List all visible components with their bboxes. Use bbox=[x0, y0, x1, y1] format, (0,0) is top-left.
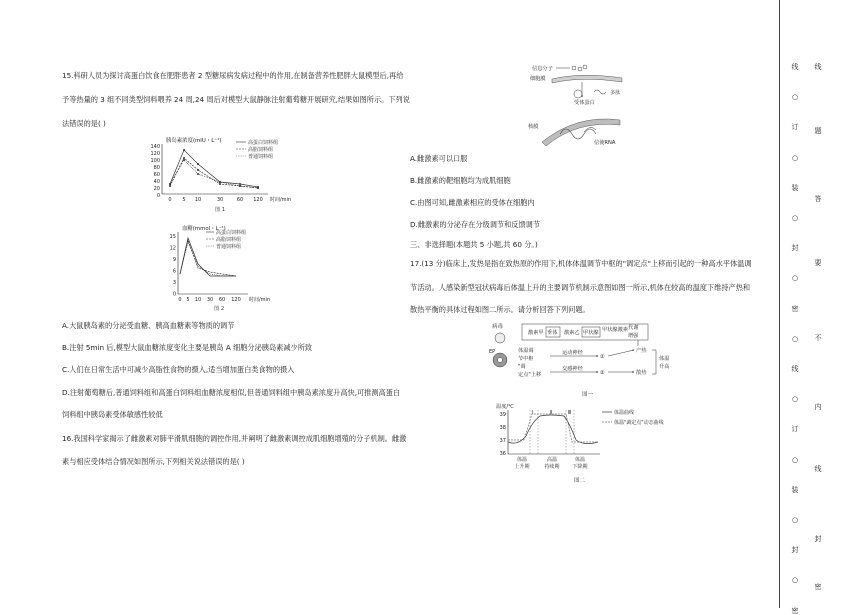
fig1-xlabel: 时间/min bbox=[270, 197, 292, 203]
receptor-protein bbox=[574, 90, 582, 98]
fig2-ytick: 15 bbox=[169, 234, 176, 240]
fig1-point bbox=[219, 181, 221, 183]
cell-label-membrane: 细胞膜 bbox=[530, 76, 546, 82]
svg-text:产热: 产热 bbox=[636, 348, 647, 354]
q17-stem-line2: 节活动。人感染新型冠状病毒后体温上升的主要调节机制示意图如图一所示,机体在较高的温度下维持产热和 bbox=[410, 283, 751, 292]
seal-char: 封 bbox=[791, 244, 799, 253]
fig1-point bbox=[183, 149, 185, 151]
fig1-ytick: 100 bbox=[150, 158, 160, 164]
fig1-legend-label: 普通饲料组 bbox=[248, 154, 274, 160]
fig1-point bbox=[239, 183, 241, 185]
q17-stem-line3: 散热平衡的具体过程如图二所示。请分析回答下列问题。 bbox=[410, 305, 590, 314]
svg-text:甲状腺激素: 甲状腺激素 bbox=[602, 327, 628, 333]
f1-pathways bbox=[550, 340, 670, 376]
seal-outer-char: 要 bbox=[814, 259, 822, 267]
cell-label-polypeptide: 多肽 bbox=[610, 90, 621, 96]
seal-outer-char: 封 bbox=[814, 535, 822, 543]
seal-char: 线 bbox=[791, 63, 799, 71]
q15-stem-line2: 予等热量的 3 组不同类型饲料喂养 24 周,24 周后对模型大鼠静脉注射葡萄糖开展研究,结果如图所示。下列说 bbox=[62, 95, 410, 104]
f2-x3b: 下降期 bbox=[572, 464, 588, 470]
fig1-xtick: 60 bbox=[236, 197, 244, 203]
fig1-point bbox=[183, 157, 185, 159]
seal-circle: ○ bbox=[791, 214, 799, 222]
fig1-ytick: 20 bbox=[153, 186, 160, 192]
fig2-ytick: 3 bbox=[172, 280, 176, 286]
fig2-xtick: 30 bbox=[206, 297, 214, 303]
f2-caption: 图二 bbox=[574, 478, 586, 484]
f2-ytick: 39 bbox=[499, 412, 506, 418]
seal-circle: ○ bbox=[791, 576, 799, 585]
fig2-xlabel: 时间/min bbox=[249, 297, 271, 303]
fig1-series-line bbox=[170, 160, 258, 188]
fig1-legend-label: 高蛋白饲料组 bbox=[248, 140, 279, 146]
f2-stage-3: Ⅲ bbox=[568, 410, 572, 416]
fig2-ytick: 9 bbox=[172, 257, 176, 263]
seal-outer-char: 不 bbox=[814, 334, 822, 342]
f1-caption: 图一 bbox=[582, 392, 594, 398]
q16-option-b: B.雌激素的靶细胞均为成肌细胞 bbox=[410, 176, 511, 185]
fig1-xtick: 5 bbox=[182, 197, 186, 203]
q15-option-a: A.大鼠胰岛素的分泌受血糖、胰高血糖素等物质的调节 bbox=[62, 321, 235, 330]
q15-option-b: B.注射 5min 后,模型大鼠血糖浓度变化主要是胰岛 A 细胞分泌胰岛素减少所致 bbox=[62, 343, 313, 352]
fig1-ytick: 140 bbox=[150, 144, 160, 150]
estrogen-receptor-diagram bbox=[522, 62, 632, 154]
f2-ylabel: 温度/℃ bbox=[496, 404, 514, 410]
q15-option-d-line1: D.注射葡萄糖后,普通饲料组和高蛋白饲料组血糖浓度相似,但普通饲料组中胰岛素浓度升高快,可推测高蛋白 bbox=[62, 388, 401, 397]
figure-1-insulin-chart bbox=[140, 134, 300, 214]
fig1-point bbox=[239, 185, 241, 187]
f2-stage-2: Ⅱ bbox=[550, 410, 553, 416]
figure-one-fever-regulation bbox=[488, 320, 698, 400]
q16-option-d: D.雌激素的分泌存在分级调节和反馈调节 bbox=[410, 220, 541, 229]
fig2-caption: 图 2 bbox=[214, 306, 225, 312]
fig2-ylabel: 血糖(mmol・L⁻¹) bbox=[182, 226, 226, 232]
cell-label-mrna: 信使RNA bbox=[594, 140, 616, 146]
seal-char: 封 bbox=[791, 546, 799, 555]
cell-label-nucmem: 核膜 bbox=[528, 124, 539, 130]
svg-text:升高: 升高 bbox=[659, 364, 670, 370]
fig2-xtick: 120 bbox=[231, 297, 241, 303]
fig1-point bbox=[219, 183, 221, 185]
seal-char: 线 bbox=[791, 365, 799, 373]
fig1-xtick: 0 bbox=[168, 197, 172, 203]
fig1-xtick: 120 bbox=[253, 197, 263, 203]
seal-char: 装 bbox=[791, 485, 799, 494]
f2-stage-1: Ⅰ bbox=[532, 410, 534, 416]
fig1-ytick: 40 bbox=[153, 179, 160, 185]
seal-column-inner bbox=[787, 0, 803, 615]
fig2-legend-label: 普通饲料组 bbox=[216, 244, 242, 250]
seal-circle: ○ bbox=[791, 516, 799, 524]
f1-virus: 病毒 bbox=[492, 324, 503, 330]
section-3-heading: 三、非选择题(本题共 5 小题,共 60 分。) bbox=[410, 240, 538, 249]
fig2-xtick: 60 bbox=[218, 297, 226, 303]
signal-molecules bbox=[572, 65, 587, 71]
svg-text:体温调: 体温调 bbox=[518, 348, 534, 354]
fig1-xtick: 30 bbox=[216, 197, 224, 203]
fig1-legend-label: 高脂饲料组 bbox=[248, 147, 274, 153]
f1-top-row bbox=[528, 323, 639, 339]
fig1-point bbox=[197, 163, 199, 165]
seal-outer-char: 题 bbox=[814, 127, 822, 135]
fig2-legend-label: 高脂饲料组 bbox=[216, 237, 242, 243]
fig1-series-line bbox=[170, 150, 258, 187]
seal-circle: ○ bbox=[791, 93, 799, 102]
seal-char: 密 bbox=[791, 606, 799, 615]
q15-option-d-line2: 饲料组中胰岛素受体敏感性较低 bbox=[62, 410, 163, 419]
f2-legend-2: 体温"调定点"动态曲线 bbox=[614, 420, 664, 426]
f1-center bbox=[518, 346, 542, 378]
fig1-ytick: 60 bbox=[153, 172, 160, 178]
f2-setpoint-curve bbox=[508, 414, 598, 442]
polypeptide-chain bbox=[594, 90, 606, 94]
seal-char: 密 bbox=[791, 304, 799, 313]
q15-option-c: C.人们在日常生活中可减少高脂性食物的摄入,适当增加蛋白类食物的摄入 bbox=[62, 365, 295, 374]
svg-text:散热: 散热 bbox=[636, 370, 647, 376]
q17-stem-line1: 17.(13 分)临床上,发热是指在致热原的作用下,机体体温调节中枢的"调定点"上移而引起的一种高水平体温调 bbox=[410, 259, 752, 268]
seal-column-outer bbox=[810, 0, 826, 608]
f2-ytick: 36 bbox=[499, 451, 506, 457]
f1-ep: EP bbox=[489, 349, 496, 355]
seal-circle: ○ bbox=[791, 395, 799, 404]
f2-body-temp-curve bbox=[508, 415, 598, 444]
q16-stem-line2: 素与相应受体结合情况如图所示,下列相关说法错误的是( ) bbox=[62, 457, 245, 466]
fig2-ytick: 12 bbox=[169, 245, 176, 252]
cell-label-receptor: 受体蛋白 bbox=[574, 100, 595, 106]
f2-x1a: 体温 bbox=[516, 457, 528, 463]
fig1-ytick: 120 bbox=[150, 151, 160, 157]
fig1-xtick: 10 bbox=[194, 197, 202, 203]
fig1-point bbox=[169, 183, 171, 185]
cell-membrane bbox=[552, 75, 622, 83]
seal-char: 订 bbox=[791, 123, 799, 132]
svg-text:激素甲: 激素甲 bbox=[528, 330, 544, 336]
fig1-point bbox=[169, 185, 171, 187]
fig2-xtick: 10 bbox=[194, 297, 202, 303]
fig2-xtick: 5 bbox=[186, 297, 190, 303]
svg-text:②: ② bbox=[600, 370, 605, 376]
figure-2-glucose-chart bbox=[160, 224, 280, 312]
seal-outer-char: 线 bbox=[814, 465, 822, 473]
q15-stem-line3: 法错误的是( ) bbox=[62, 119, 106, 128]
svg-text:体温: 体温 bbox=[659, 356, 670, 362]
fig1-point bbox=[197, 173, 199, 175]
seal-char: 订 bbox=[791, 425, 799, 434]
svg-text:定点"上移: 定点"上移 bbox=[518, 372, 542, 378]
f2-stage-dividers bbox=[530, 410, 574, 454]
fig2-ytick: 0 bbox=[172, 291, 176, 298]
seal-circle: ○ bbox=[791, 153, 799, 162]
fig1-ytick: 0 bbox=[156, 193, 160, 199]
q16-option-a: A.雌激素可以口服 bbox=[410, 154, 468, 163]
svg-text:甲状腺: 甲状腺 bbox=[583, 330, 599, 336]
q16-option-c: C.由图可知,雌激素相应的受体在细胞内 bbox=[410, 198, 535, 207]
seal-outer-char: 线 bbox=[814, 63, 822, 71]
svg-text:交感神经: 交感神经 bbox=[562, 366, 583, 372]
q16-stem-line1: 16.我国科学家揭示了雌激素对肺平滑肌细胞的调控作用,并阐明了雌激素调控成肌细胞增殖的分子机制。雌激 bbox=[62, 434, 407, 443]
f2-x1b: 上升期 bbox=[514, 464, 530, 470]
seal-outer-char: 答 bbox=[814, 195, 822, 203]
f2-x3a: 体温 bbox=[574, 457, 586, 463]
q15-stem-line1: 15.科研人员为探讨高蛋白饮食在肥胖患者 2 型糖尿病发病过程中的作用,在制备营养性肥胖大鼠模型后,再给 bbox=[62, 71, 404, 80]
fig2-xtick: 0 bbox=[178, 297, 182, 303]
cell-label-signal: 信息分子 bbox=[532, 66, 553, 72]
seal-outer-char: 密 bbox=[814, 583, 822, 591]
svg-text:代谢: 代谢 bbox=[628, 325, 639, 331]
figure-two-temperature-chart bbox=[494, 402, 664, 486]
svg-text:激素乙: 激素乙 bbox=[564, 330, 580, 336]
svg-text:运动神经: 运动神经 bbox=[562, 350, 583, 356]
fig1-ytick: 80 bbox=[153, 165, 160, 171]
f2-x2b: 持续期 bbox=[544, 464, 560, 470]
fig1-point bbox=[257, 187, 259, 189]
fig2-ytick: 6 bbox=[172, 268, 176, 275]
svg-text:增强: 增强 bbox=[628, 333, 639, 339]
binding-line bbox=[779, 0, 780, 608]
f2-ytick: 38 bbox=[499, 425, 506, 431]
f2-x2a: 高温 bbox=[546, 457, 558, 463]
fig1-series-line bbox=[170, 158, 258, 188]
fig1-caption: 图 1 bbox=[215, 207, 226, 213]
seal-circle: ○ bbox=[791, 455, 799, 464]
f2-ytick: 37 bbox=[499, 438, 506, 444]
seal-circle: ○ bbox=[791, 274, 799, 283]
fig2-legend-label: 高蛋白饲料组 bbox=[216, 230, 247, 236]
svg-text:①: ① bbox=[600, 354, 605, 360]
svg-text:"调: "调 bbox=[518, 364, 526, 370]
seal-char: 装 bbox=[791, 183, 799, 192]
svg-text:垂体: 垂体 bbox=[547, 330, 558, 336]
svg-text:节中枢: 节中枢 bbox=[518, 356, 534, 362]
seal-outer-char: 内 bbox=[814, 403, 822, 411]
seal-circle: ○ bbox=[791, 334, 799, 343]
fig1-point bbox=[183, 159, 185, 161]
fig1-point bbox=[197, 169, 199, 171]
f2-legend-1: 体温曲线 bbox=[614, 410, 635, 416]
fig1-ylabel: 胰岛素浓度(mIU・L⁻¹) bbox=[166, 138, 222, 144]
